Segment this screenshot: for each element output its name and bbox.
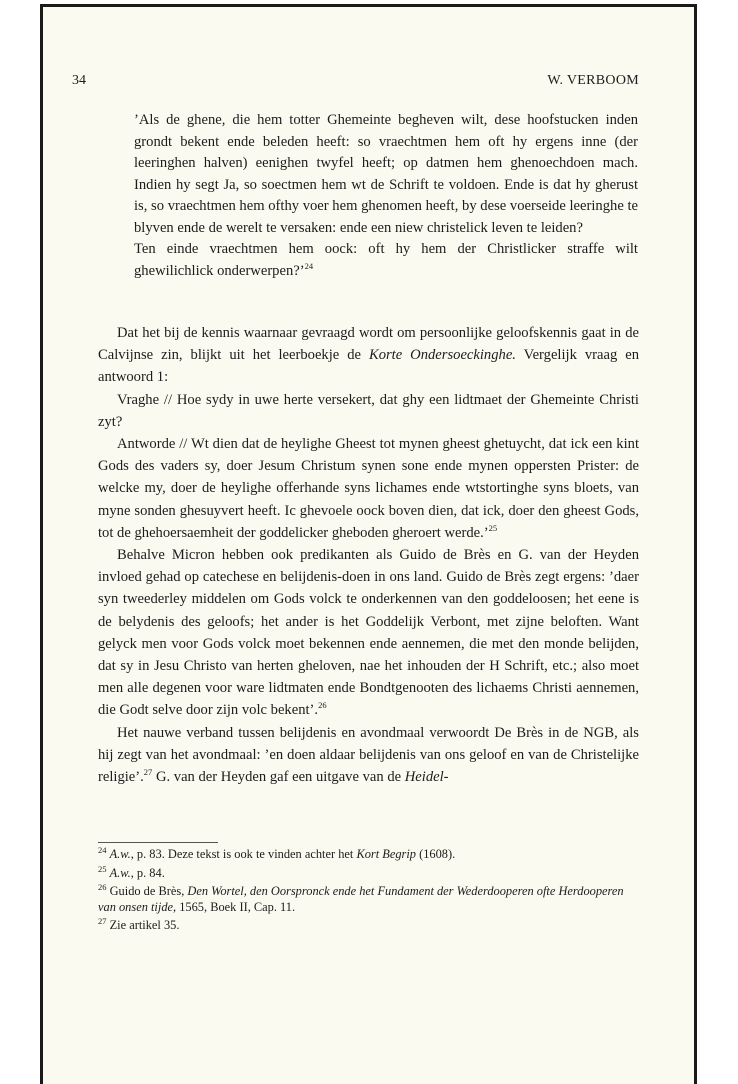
- footnote: [98, 915, 639, 934]
- text-run: Dat het bij de kennis waarnaar gevraagd wordt om persoonlijke geloofskennis gaat in de Calvijnse zin, blijkt uit het leerboekje de: [98, 325, 639, 364]
- body-paragraph: [98, 544, 639, 722]
- footnote-abbrev: A.w.: [109, 847, 131, 861]
- footnote-text: , p. 84.: [130, 865, 165, 880]
- footnote-ref[interactable]: 26: [318, 700, 327, 711]
- footnote-divider: [98, 842, 218, 843]
- text-run: Behalve Micron hebben ook predikanten als Guido de Brès en G. van der Heyden invloed gehad op catechese en belijdenis-doen in ons land. Guido de Brès zegt ergens: ’daer syn tweederley middelen om Gods volck te onderkennen van den goddeloosen; het eene is de belydenis des geloofs; het ander is het Goddelijk Verbont, met zijne beloften. Want gelyck men voor Gods volck moet bekennen ende aennemen, die met den monde belijden, dat sy in Jesu Christo van herten gheloven, nae het inhouden der H Schrift, etc.; also moet men alle degenen voor ware lidtmaten ende Bondtgenooten des lichaems Christi aennemen, die Godt selve door zijn volc bekent’.: [98, 547, 639, 719]
- quote-paragraph: [134, 110, 638, 239]
- body-paragraph: [98, 433, 639, 544]
- book-title: Korte Ondersoeckinghe.: [368, 347, 516, 364]
- text-run: Het nauwe verband tussen belijdenis en avondmaal verwoordt De Brès in de NGB, als hij zegt van het avondmaal: ’en doen aldaar belijdenis van ons geloof en van de Christelijke religie’.: [98, 724, 639, 786]
- footnote-number: 26: [98, 881, 107, 892]
- body-text: [98, 322, 639, 788]
- footnote-text: Guido de Brès,: [109, 884, 188, 898]
- quote-paragraph: [134, 239, 638, 282]
- quote-text: Ten einde vraechtmen hem oock: oft hy hem der Christlicker straffe wilt ghewilichlick onderwerpen?’: [134, 241, 638, 279]
- footnote-text: , p. 83. Deze tekst is ook te vinden achter het: [130, 847, 357, 861]
- quote-text: ’Als de ghene, die hem totter Ghemeinte begheven wilt, dese hoofstucken inden grondt bekent ende beleden heeft: so vraechtmen hem oft hy ergens inne (der leeringhen halven) eenighen twyfel heeft; op datmen hem ghenoechdoen mach. Indien hy segt Ja, so soectmen hem wt de Schrift te voldoen. Ende is dat hy gherust is, so vraechtmen hem ofthy voer hem ghenomen heeft, by dese voerseide leeringhe te blyven ende de werelt te versaken: ende een niew christelick leven te leiden?: [134, 112, 638, 236]
- book-title: Kort Begrip: [356, 847, 416, 861]
- footnote-ref[interactable]: 24: [304, 260, 314, 271]
- body-paragraph: [98, 389, 639, 433]
- running-author: W. VERBOOM: [547, 73, 639, 88]
- book-title: Heidel-: [404, 769, 449, 786]
- footnotes: [98, 844, 639, 937]
- page-number: 34: [72, 73, 86, 88]
- footnote-text: Zie artikel 35.: [109, 918, 180, 932]
- block-quote: [134, 110, 638, 282]
- footnote-number: 25: [98, 863, 107, 874]
- body-paragraph: [98, 722, 639, 789]
- book-title: Den Wortel, den Oorspronck ende het Fundament der Wederdooperen ofte Herdooperen van onsen tijde,: [98, 884, 624, 914]
- footnote: [98, 844, 639, 863]
- text-run: G. van der Heyden gaf een uitgave van de: [152, 769, 405, 786]
- text-run: Vraghe // Hoe sydy in uwe herte versekert, dat ghy een lidtmaet der Ghemeinte Christi zyt?: [98, 391, 639, 430]
- footnote-number: 27: [98, 915, 107, 926]
- text-run: Antworde // Wt dien dat de heylighe Gheest tot mynen gheest ghetuycht, dat ick een kint Gods des vaders sy, doer Jesum Christum synen sone ende mynen oppersten Prister: de welcke my, doer de heylighe offerhande syns lichames ende wtstortinghe syns bloets, van myne sonden ghesuyvert heeft. Ic ghevoele oock boven dien, dat ick, doer den gheest Gods, tot de ghehoersaemheit der goddelicker gheboden gheroert werde.’: [98, 436, 639, 541]
- footnote-abbrev: A.w.: [109, 865, 131, 880]
- footnote: [98, 881, 639, 915]
- body-paragraph: [98, 322, 639, 389]
- footnote-number: 24: [98, 844, 107, 855]
- footnote-text: 1565, Boek II, Cap. 11.: [176, 899, 296, 914]
- footnote-ref[interactable]: 25: [488, 522, 498, 533]
- footnote-ref[interactable]: 27: [143, 767, 153, 778]
- footnote-text: (1608).: [415, 847, 456, 861]
- text-run: Vergelijk vraag en antwoord 1:: [98, 347, 640, 386]
- footnote: [98, 863, 639, 882]
